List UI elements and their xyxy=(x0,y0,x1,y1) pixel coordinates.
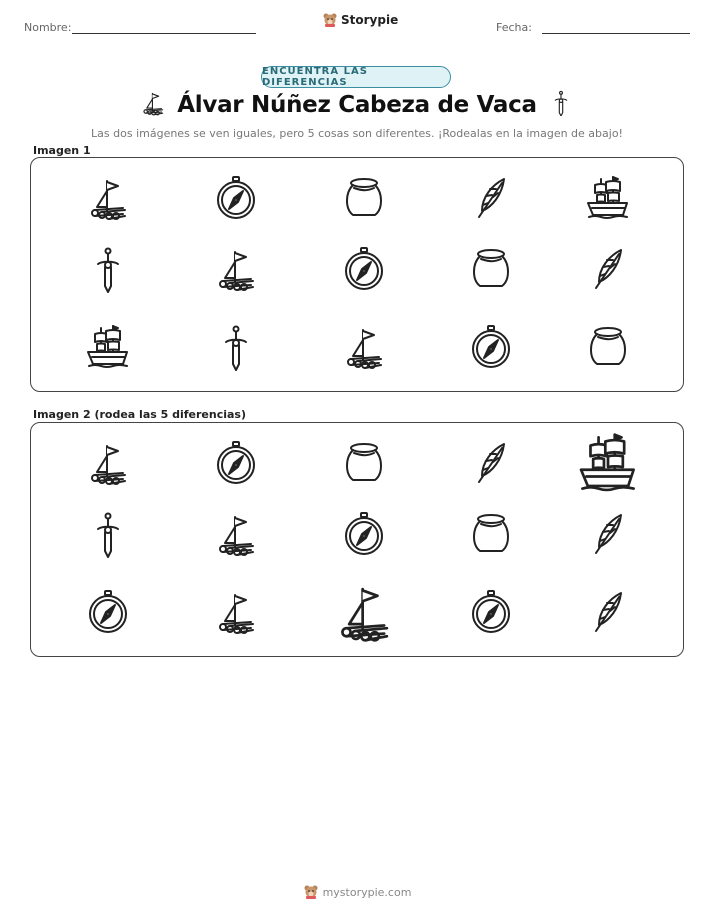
panel2-label: Imagen 2 (rodea las 5 diferencias) xyxy=(33,408,247,421)
compass-icon xyxy=(213,175,259,221)
pot-icon xyxy=(341,175,387,221)
subtitle: Las dos imágenes se ven iguales, pero 5 cosas son diferentes. ¡Rodealas en la imagen de abajo! xyxy=(91,127,623,140)
panel1-label: Imagen 1 xyxy=(33,144,91,157)
date-label: Fecha: xyxy=(496,21,532,34)
brand-logo xyxy=(322,12,398,28)
name-label: Nombre: xyxy=(24,21,72,34)
raft-icon xyxy=(341,324,387,370)
ship-icon xyxy=(85,324,131,370)
compass-icon xyxy=(341,246,387,292)
bear-icon xyxy=(303,884,319,900)
sword-icon xyxy=(85,246,131,292)
compass-icon xyxy=(468,324,514,370)
pot-icon[interactable] xyxy=(468,511,514,557)
date-line[interactable] xyxy=(542,33,690,34)
sword-icon xyxy=(213,324,259,370)
feather-icon[interactable] xyxy=(585,511,631,557)
raft-icon xyxy=(85,175,131,221)
pot-icon[interactable] xyxy=(341,440,387,486)
raft-icon[interactable] xyxy=(213,589,259,635)
instruction-badge: ENCUENTRA LAS DIFERENCIAS xyxy=(261,66,451,88)
raft-icon[interactable] xyxy=(333,581,395,643)
compass-icon[interactable] xyxy=(468,589,514,635)
bear-icon xyxy=(322,12,338,28)
picture-panel-2[interactable] xyxy=(30,422,684,657)
ship-icon xyxy=(585,175,631,221)
sword-icon[interactable] xyxy=(85,511,131,557)
feather-icon[interactable] xyxy=(468,440,514,486)
feather-icon xyxy=(468,175,514,221)
raft-icon[interactable] xyxy=(85,440,131,486)
ship-icon[interactable] xyxy=(577,432,639,494)
pot-icon xyxy=(585,324,631,370)
brand-name: Storypie xyxy=(341,13,399,27)
footer-url: mystorypie.com xyxy=(322,885,412,899)
raft-icon xyxy=(213,246,259,292)
compass-icon[interactable] xyxy=(85,589,131,635)
compass-icon[interactable] xyxy=(213,440,259,486)
compass-icon[interactable] xyxy=(341,511,387,557)
pot-icon xyxy=(468,246,514,292)
page-title: Álvar Núñez Cabeza de Vaca xyxy=(177,92,537,118)
feather-icon[interactable] xyxy=(585,589,631,635)
picture-panel-1 xyxy=(30,157,684,392)
name-line[interactable] xyxy=(72,33,256,34)
footer xyxy=(0,884,714,900)
raft-icon[interactable] xyxy=(213,511,259,557)
sword-icon xyxy=(548,90,574,120)
feather-icon xyxy=(585,246,631,292)
